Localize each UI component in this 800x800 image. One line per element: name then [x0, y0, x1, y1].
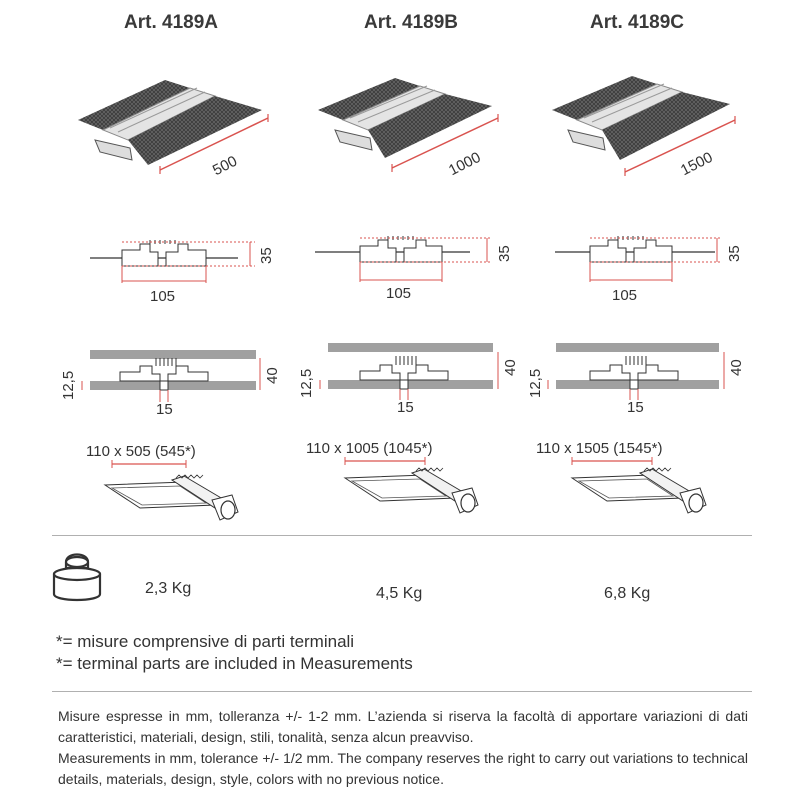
article-title-b: Art. 4189B: [364, 12, 458, 33]
note-italian: *= misure comprensive di parti terminali: [56, 632, 355, 651]
thickness-label-b: 12,5: [298, 368, 315, 398]
divider-top: [52, 535, 752, 536]
height-label-a: 35: [258, 247, 275, 264]
gap-label-b: 15: [397, 399, 414, 416]
saw-cut-icon-c: [572, 457, 706, 513]
cut-size-a: 110 x 505 (545*): [86, 443, 196, 460]
gap-label-a: 15: [156, 401, 173, 418]
total-height-label-a: 40: [264, 367, 281, 384]
height-label-c: 35: [726, 245, 743, 262]
weight-icon: [48, 548, 108, 606]
gap-label-c: 15: [627, 399, 644, 416]
length-label-a: 500: [210, 152, 241, 180]
total-height-label-c: 40: [728, 359, 745, 376]
note-english: *= terminal parts are included in Measurements: [56, 654, 413, 673]
length-label-b: 1000: [446, 148, 484, 180]
saw-cut-icon-a: [105, 460, 238, 520]
thickness-label-c: 12,5: [527, 368, 544, 398]
saw-cut-icon-b: [345, 457, 478, 513]
weight-label-b: 4,5 Kg: [376, 585, 423, 602]
disclaimer-italian: Misure espresse in mm, tolleranza +/- 1-2 mm. L’azienda si riserva la facoltà di apportare variazioni di dati caratteristici, materiali, design, stili, tonalità, senza alcun preavviso.: [58, 708, 748, 745]
thickness-label-a: 12,5: [60, 370, 77, 400]
disclaimer-english: Measurements in mm, tolerance +/- 1/2 mm. The company reserves the right to carry out variations to technical details, materials, design, style, colors with no previous notice.: [58, 750, 748, 787]
cut-size-b: 110 x 1005 (1045*): [306, 440, 433, 457]
article-title-c: Art. 4189C: [590, 12, 684, 33]
width-label-a: 105: [150, 288, 176, 305]
cut-size-c: 110 x 1505 (1545*): [536, 440, 663, 457]
width-label-c: 105: [612, 287, 638, 304]
article-title-a: Art. 4189A: [124, 12, 218, 33]
weight-label-a: 2,3 Kg: [145, 580, 192, 597]
height-label-b: 35: [496, 245, 513, 262]
length-label-c: 1500: [678, 148, 716, 180]
width-label-b: 105: [386, 285, 412, 302]
weight-label-c: 6,8 Kg: [604, 585, 651, 602]
divider-bottom: [52, 691, 752, 692]
total-height-label-b: 40: [502, 359, 519, 376]
